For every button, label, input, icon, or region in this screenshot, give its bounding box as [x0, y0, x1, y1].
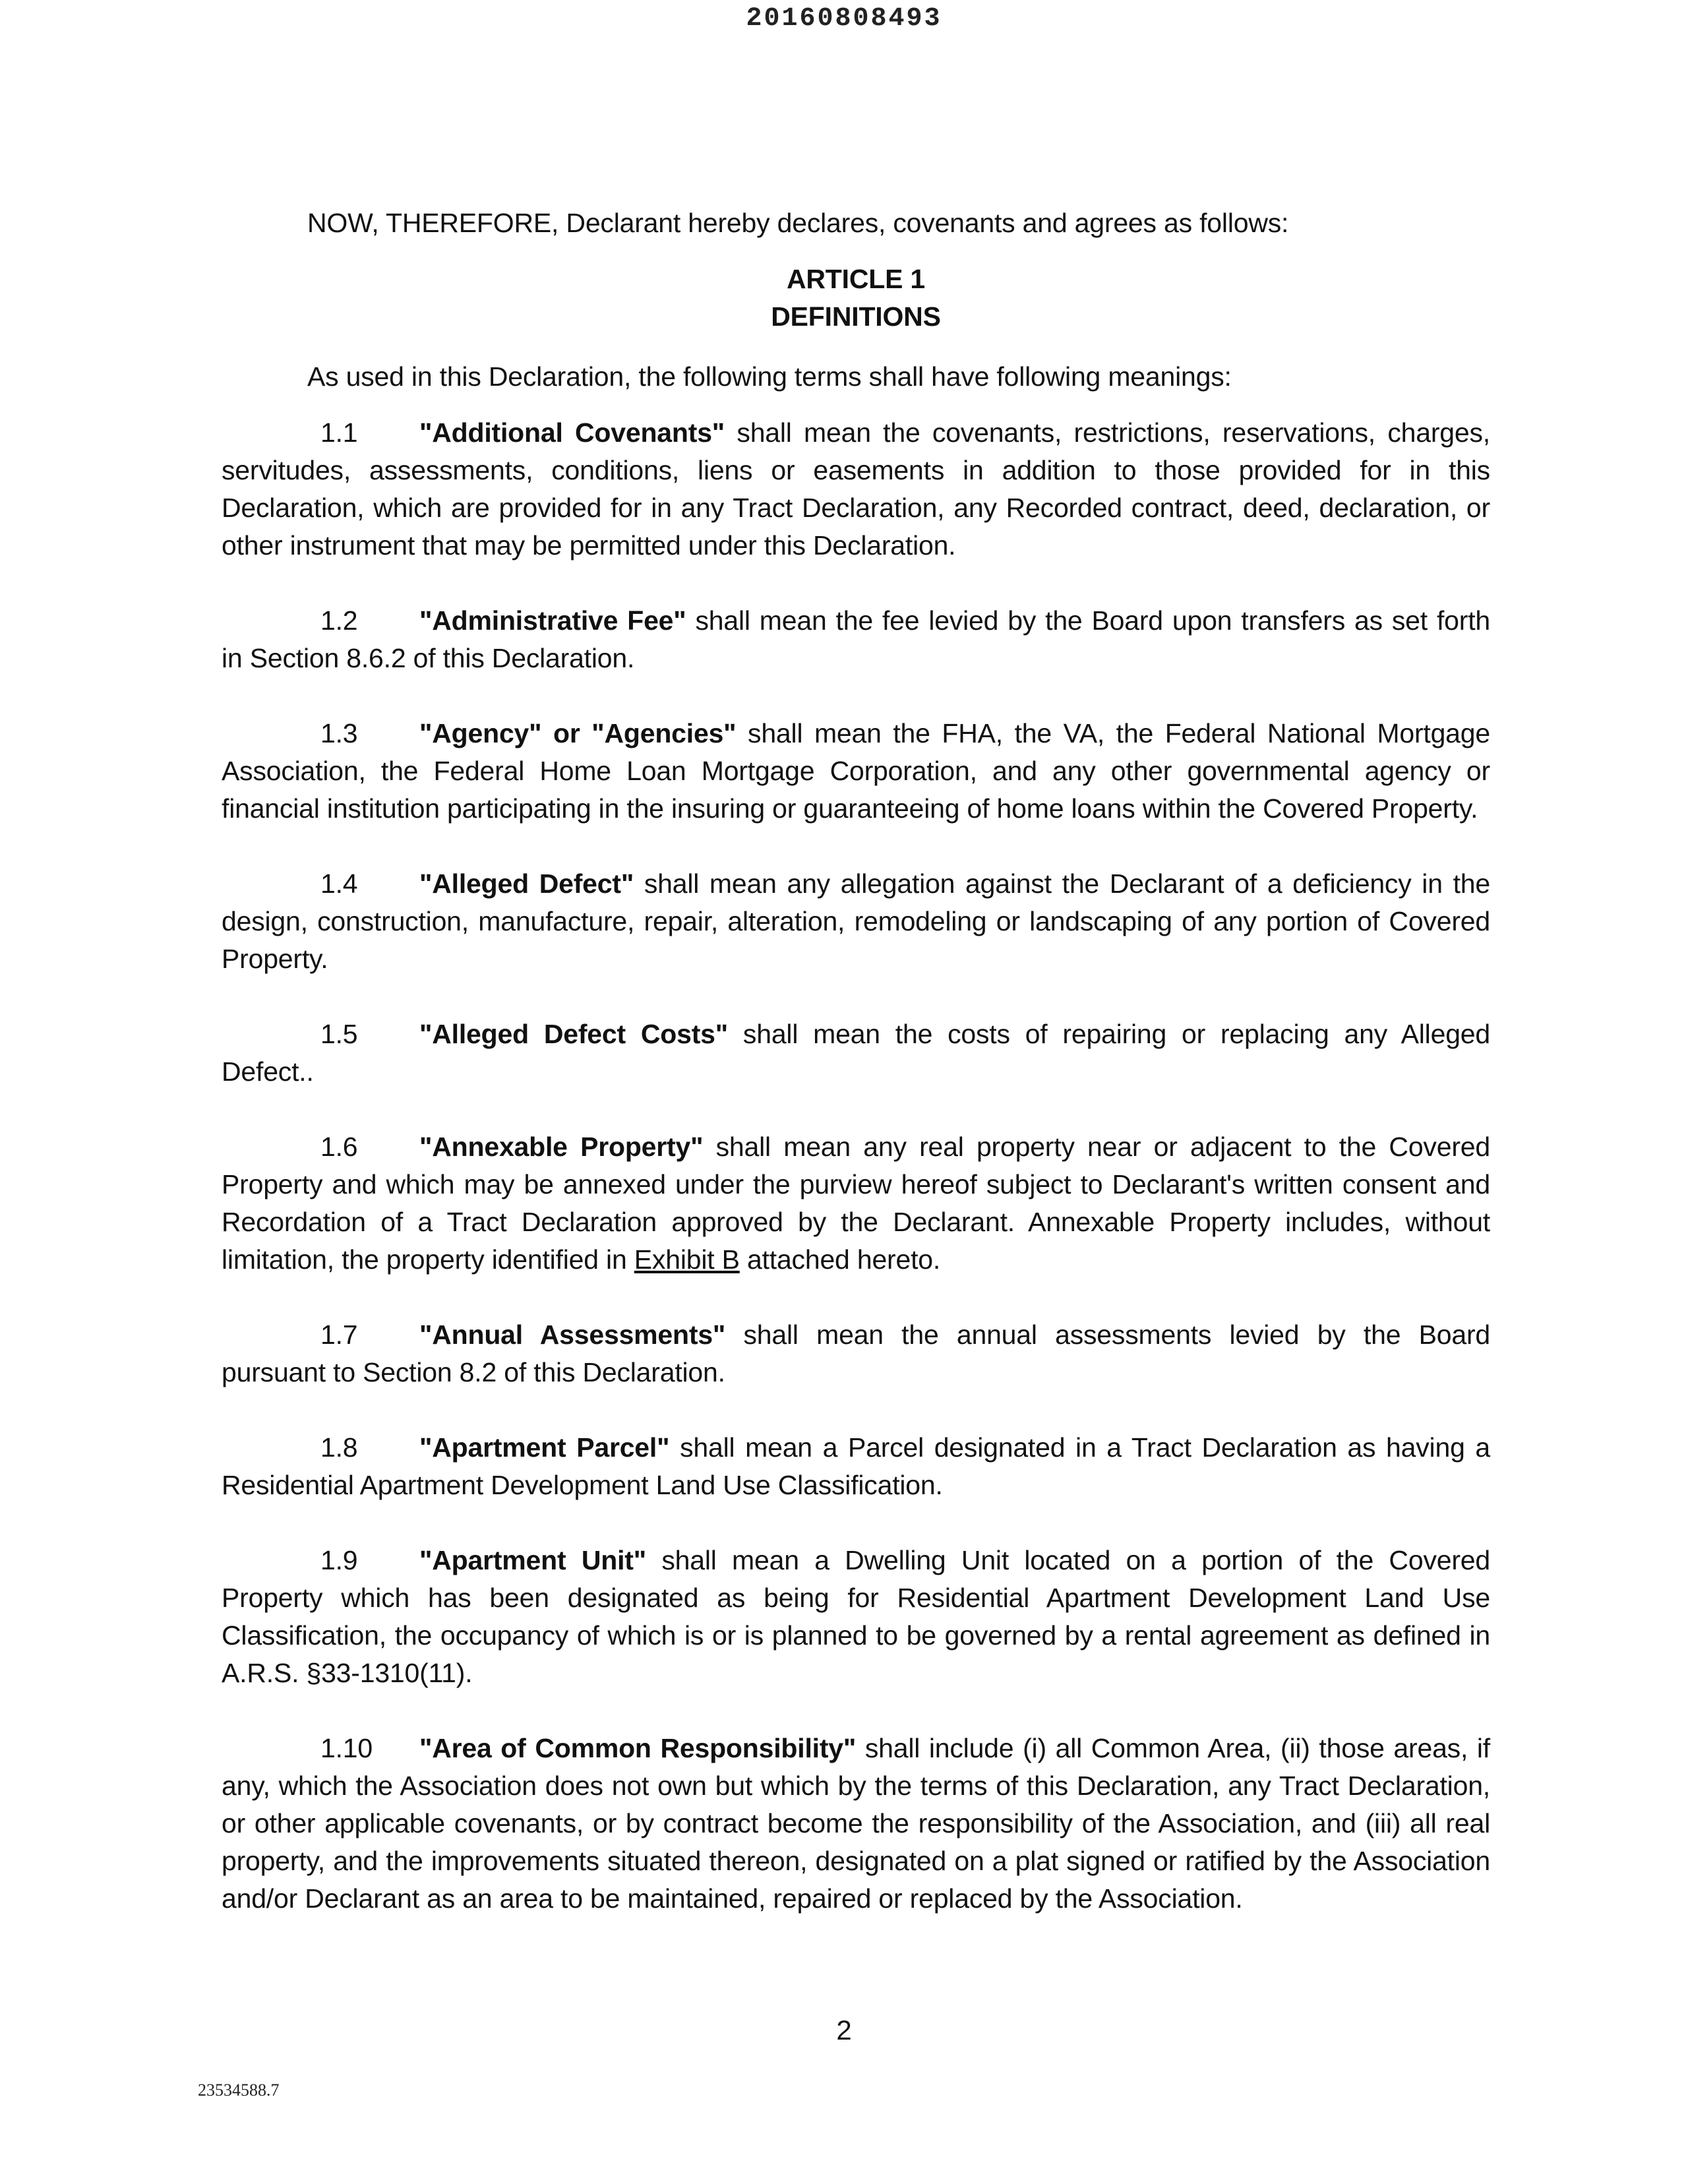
- definition-item: [222, 865, 1490, 978]
- definition-text: shall mean the fee levied by the Board upon transfers as set forth in Section 8.6.2 of this Declaration.: [222, 605, 1490, 673]
- definition-text: shall include (i) all Common Area, (ii) those areas, if any, which the Association does not own but which by the terms of this Declaration, any Tract Declaration, or other applicable covenants, or by contract become the responsibility of the Association, and (iii) all real property, and the improvements situated thereon, designated on a plat signed or ratified by the Association and/or Declarant as an area to be maintained, repaired or replaced by the Association.: [222, 1733, 1490, 1914]
- definition-term: "Alleged Defect Costs": [419, 1019, 729, 1049]
- definition-item: [222, 1128, 1490, 1279]
- definition-number: 1.9: [320, 1545, 358, 1575]
- definition-text: shall mean the FHA, the VA, the Federal National Mortgage Association, the Federal Home Loan Mortgage Corporation, and any other governmental agency or financial institution participating in the insuring or guaranteeing of home loans within the Covered Property.: [222, 718, 1490, 824]
- definition-number: 1.2: [320, 605, 358, 636]
- definitions-list: [222, 414, 1490, 1918]
- definition-item: [222, 715, 1490, 828]
- definition-term: "Annexable Property": [419, 1132, 704, 1162]
- definition-text: shall mean a Parcel designated in a Tract Declaration as having a Residential Apartment Development Land Use Classification.: [222, 1432, 1491, 1500]
- definition-term: "Apartment Parcel": [419, 1432, 670, 1463]
- definition-number: 1.10: [320, 1733, 373, 1763]
- article-label: ARTICLE 1: [786, 264, 926, 294]
- definition-number: 1.8: [320, 1432, 358, 1463]
- document-body: [222, 204, 1490, 1918]
- definition-text: shall mean any allegation against the Declarant of a deficiency in the design, construction, manufacture, repair, alteration, remodeling or landscaping of any portion of Covered Property.: [222, 868, 1490, 974]
- definition-term: "Apartment Unit": [419, 1545, 646, 1575]
- recording-number: 20160808493: [746, 4, 942, 34]
- article-heading: [222, 260, 1490, 336]
- definition-text-after: attached hereto.: [739, 1244, 941, 1275]
- article-title: DEFINITIONS: [771, 301, 941, 332]
- definition-item: [222, 1542, 1490, 1692]
- definition-term: "Area of Common Responsibility": [419, 1733, 857, 1763]
- definition-item: [222, 1730, 1490, 1918]
- definition-term: "Agency" or "Agencies": [419, 718, 737, 748]
- definition-number: 1.6: [320, 1132, 358, 1162]
- exhibit-reference: Exhibit B: [634, 1244, 740, 1275]
- definition-text: shall mean the annual assessments levied by the Board pursuant to Section 8.2 of this Declaration.: [222, 1320, 1491, 1387]
- definition-text: shall mean a Dwelling Unit located on a portion of the Covered Property which has been designated as being for Residential Apartment Development Land Use Classification, the occupancy of which is or is planned to be governed by a rental agreement as defined in A.R.S. §33-1310(11).: [222, 1545, 1490, 1688]
- definition-item: [222, 1016, 1490, 1091]
- definition-term: "Alleged Defect": [419, 868, 634, 899]
- definition-item: [222, 414, 1490, 564]
- definition-item: [222, 602, 1490, 677]
- definition-text: shall mean the covenants, restrictions, reservations, charges, servitudes, assessments, conditions, liens or easements in addition to those provided for in this Declaration, which are provided for in any Tract Declaration, any Recorded contract, deed, declaration, or other instrument that may be permitted under this Declaration.: [222, 417, 1490, 561]
- definition-number: 1.1: [320, 417, 358, 448]
- definition-number: 1.4: [320, 868, 358, 899]
- document-id: 23534588.7: [198, 2080, 280, 2100]
- lead-paragraph: As used in this Declaration, the following terms shall have following meanings:: [307, 361, 1232, 392]
- definition-text: shall mean any real property near or adjacent to the Covered Property and which may be annexed under the purview hereof subject to Declarant's written consent and Recordation of a Tract Declaration approved by the Declarant. Annexable Property includes, without limitation, the property identified in: [222, 1132, 1490, 1275]
- definition-term: "Administrative Fee": [419, 605, 686, 636]
- page-number: 2: [836, 2015, 852, 2046]
- definition-number: 1.7: [320, 1320, 358, 1350]
- definition-item: [222, 1316, 1490, 1391]
- definition-term: "Annual Assessments": [419, 1320, 726, 1350]
- definition-number: 1.5: [320, 1019, 358, 1049]
- intro-paragraph: NOW, THEREFORE, Declarant hereby declares, covenants and agrees as follows:: [307, 208, 1289, 238]
- definition-item: [222, 1429, 1490, 1504]
- definition-number: 1.3: [320, 718, 358, 748]
- definition-text: shall mean the costs of repairing or replacing any Alleged Defect..: [222, 1019, 1491, 1087]
- definition-term: "Additional Covenants": [419, 417, 725, 448]
